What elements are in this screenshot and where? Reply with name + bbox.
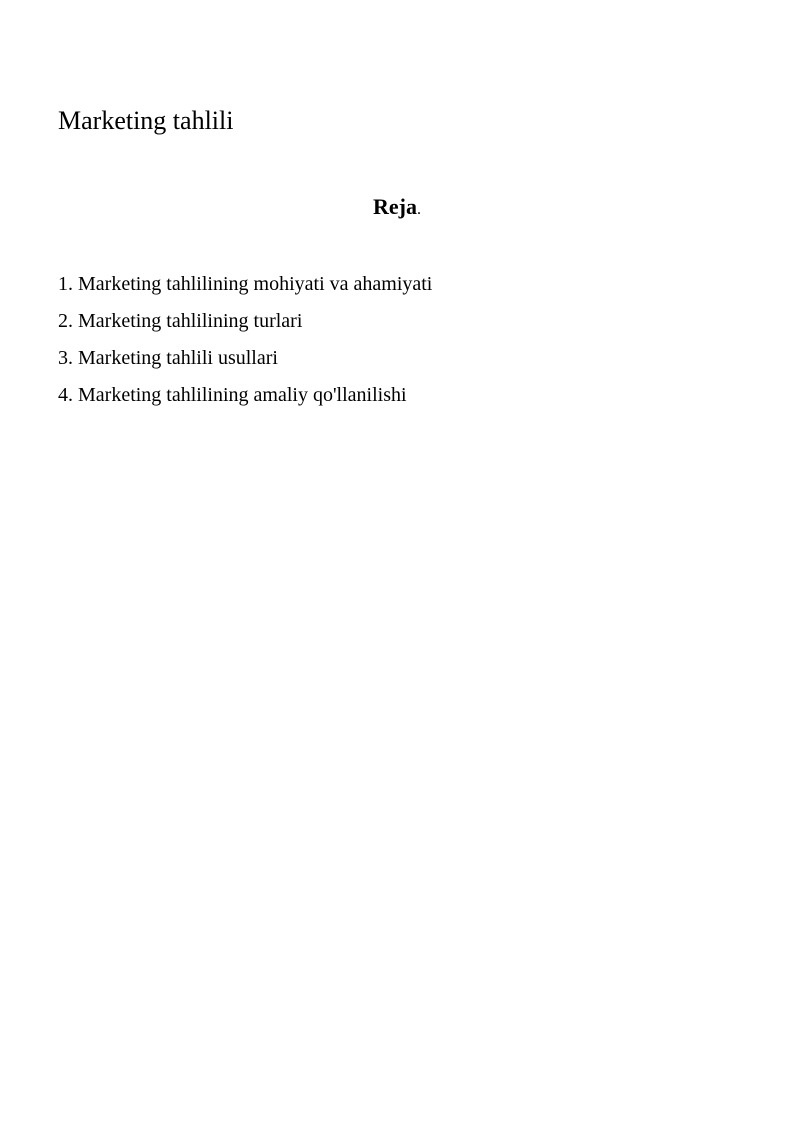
document-title: Marketing tahlili: [58, 106, 234, 135]
plan-heading-text: Reja: [373, 194, 417, 219]
plan-heading-punctuation: .: [416, 201, 421, 218]
plan-list-item: 1. Marketing tahlilining mohiyati va ahamiyati: [58, 273, 433, 295]
plan-list-item: 3. Marketing tahlili usullari: [58, 347, 278, 369]
plan-list-item: 2. Marketing tahlilining turlari: [58, 310, 303, 332]
plan-list-item: 4. Marketing tahlilining amaliy qo'llanilishi: [58, 384, 407, 406]
plan-list: [58, 266, 432, 414]
plan-heading: [0, 194, 800, 220]
